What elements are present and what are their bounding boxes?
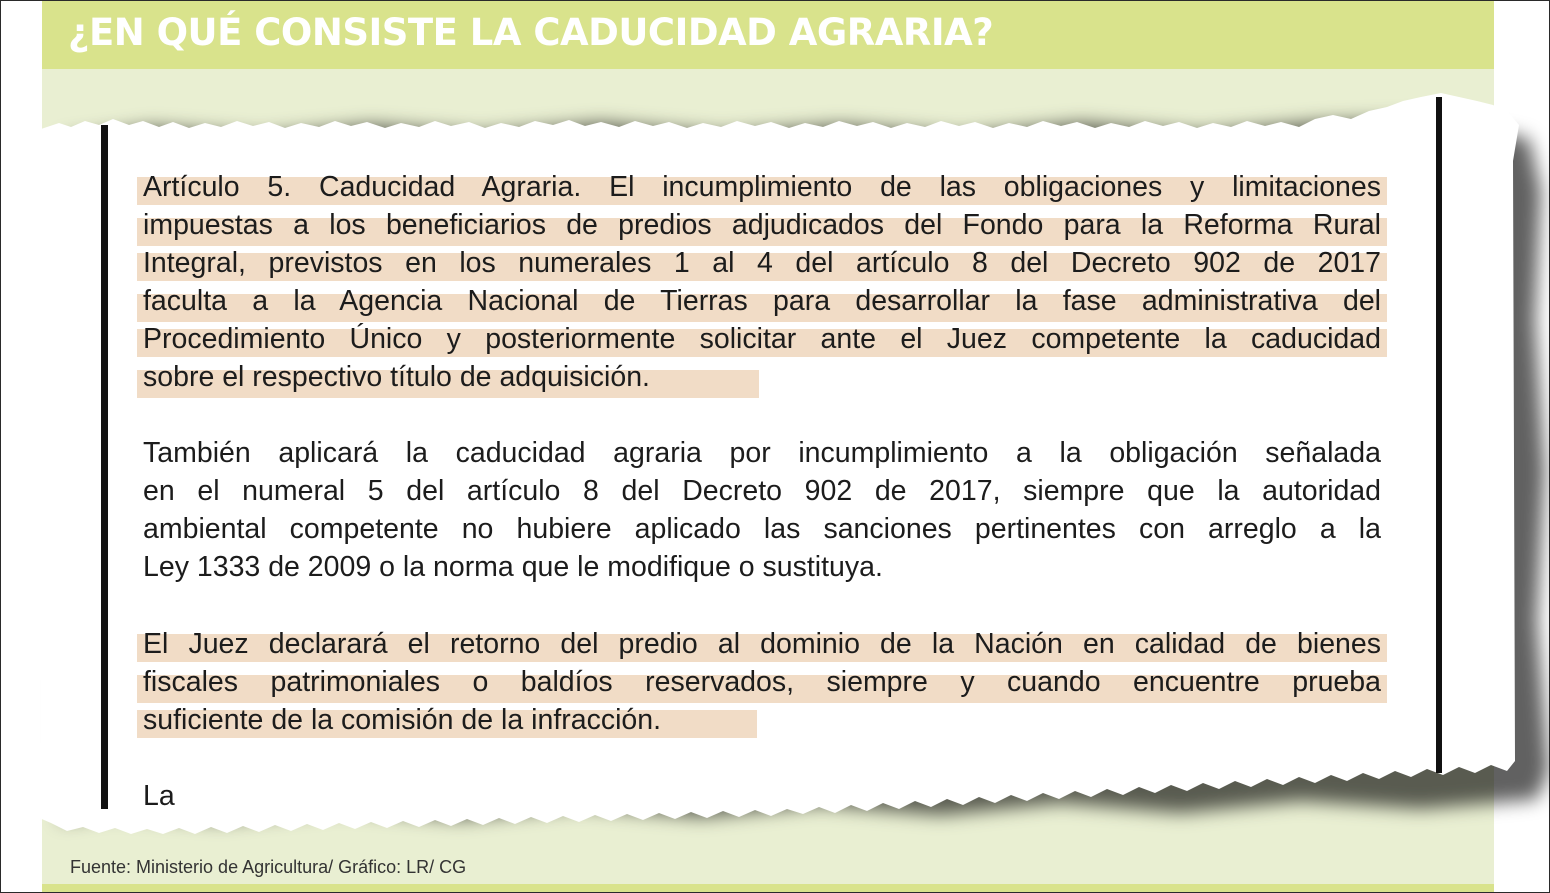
document-line: sobre el respectivo título de adquisición. [143,361,650,393]
document-line: suficiente de la comisión de la infracción. [143,704,662,736]
document-line: en el numeral 5 del artículo 8 del Decreto 902 de 2017, siempre que la autoridad [143,475,1381,507]
document-line: Procedimiento Único y posteriormente solicitar ante el Juez competente la caducidad [143,323,1381,355]
document-line: impuestas a los beneficiarios de predios adjudicados del Fondo para la Reforma Rural [143,209,1381,241]
document-line: Artículo 5. Caducidad Agraria. El incumplimiento de las obligaciones y limitaciones [143,171,1381,203]
document-line: El Juez declarará el retorno del predio al dominio de la Nación en calidad de bienes [143,628,1381,660]
document-line: Ley 1333 de 2009 o la norma que le modifique o sustituya. [143,551,883,583]
document-line: fiscales patrimoniales o baldíos reservados, siempre y cuando encuentre prueba [143,666,1381,698]
cut-off-fragment: La [143,780,175,808]
source-credit: Fuente: Ministerio de Agricultura/ Gráfico: LR/ CG [70,857,467,877]
document-line: Integral, previstos en los numerales 1 al 4 del artículo 8 del Decreto 902 de 2017 [143,247,1381,279]
document-line: También aplicará la caducidad agraria por incumplimiento a la obligación señalada [143,437,1381,469]
document-line: ambiental competente no hubiere aplicado las sanciones pertinentes con arreglo a la [143,513,1381,545]
legal-article-text [1,1,1550,893]
page-title: ¿EN QUÉ CONSISTE LA CADUCIDAD AGRARIA? [68,11,994,54]
document-line: faculta a la Agencia Nacional de Tierras para desarrollar la fase administrativa del [143,285,1381,317]
